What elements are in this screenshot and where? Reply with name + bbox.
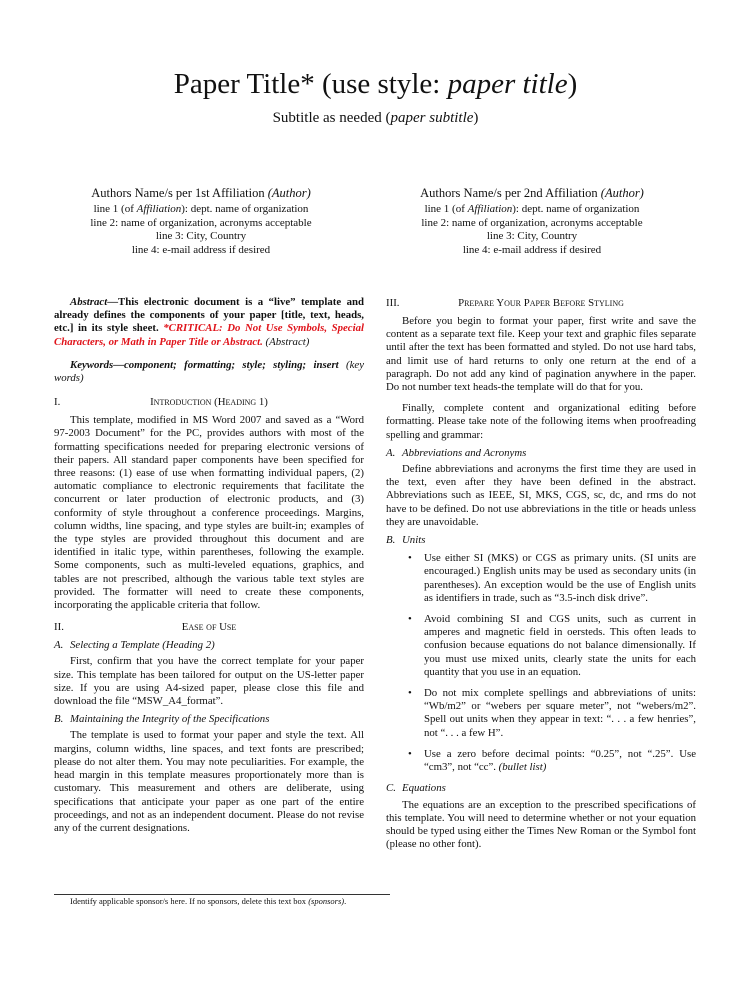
abstract: Abstract—This electronic document is a “live” template and already defines the components of your paper [title, text, heads, etc.] in its style sheet. *CRITICAL: Do Not Use Symbols, Special Characters, or Math in Paper Title or Abstract. (Abstract)	[54, 296, 364, 348]
subsection-heading-2b: B. Maintaining the Integrity of the Specifications	[54, 713, 270, 726]
equations-paragraph: The equations are an exception to the prescribed specifications of this template. You will need to determine whether or not your equation should be typed using either the Times New Roman or the Symbol font (please no other font).	[386, 798, 696, 851]
affiliation-line-1: line 1 (of Affiliation): dept. name of organization	[424, 203, 640, 215]
affiliation-line-4: line 4: e-mail address if desired	[131, 243, 271, 256]
list-item: • Do not mix complete spellings and abbreviations of units: “Wb/m2” or “webers per square meter”, not “webers/m2”. Spell out units when they appear in text: “. . . a few henries”, not “. . . a few H”.	[386, 687, 696, 740]
integrity-paragraph: The template is used to format your paper and style the text. All margins, column widths, line spaces, and text fonts are prescribed; please do not alter them. You may note peculiarities. For example, the head margin in this template measures proportionately more than is customary. This measurement and others are deliberate, using specifications that anticipate your paper as one part of the entire proceedings, and not as an independent document. Please do not revise any of the current designations.	[54, 729, 364, 834]
left-column	[54, 296, 364, 835]
subsection-heading-3a: A. Abbreviations and Acronyms	[386, 446, 527, 459]
intro-paragraph: This template, modified in MS Word 2007 and saved as a “Word 97-2003 Document” for the PC, provides authors with most of the formatting specifications needed for preparing electronic versions of their papers. All standard paper components have been specified for three reasons: (1) ease of use when formatting individual papers, (2) automatic compliance to electronic requirements that facilitate the concurrent or later production of electronic products, and (3) conformity of style throughout a conference proceedings. Margins, column widths, line spacing, and type styles are built-in; examples of the type styles are provided throughout this document and are identified in italic type, within parentheses, following the example. Some components, such as multi-leveled equations, graphics, and tables are not prescribed, although the various table text styles are provided. The formatter will need to create these components, incorporating the applicable criteria that follow.	[54, 414, 364, 612]
subsection-heading-2a: A. Selecting a Template (Heading 2)	[54, 639, 215, 652]
keywords: Keywords—component; formatting; style; styling; insert (key words)	[54, 358, 364, 385]
list-item: • Use a zero before decimal points: “0.25”, not “.25”. Use “cm3”, not “cc”. (bullet list)	[386, 748, 696, 774]
list-item: • Avoid combining SI and CGS units, such as current in amperes and magnetic field in oersteds. This often leads to confusion because equations do not balance dimensionally. If you must use mixed units, clearly state the units for each quantity that you use in an equation.	[386, 613, 696, 679]
abstract-critical-note: *CRITICAL: Do Not Use Symbols, Special Characters, or Math in Paper Title or Abstract.	[54, 322, 364, 348]
sponsor-footnote: Identify applicable sponsor/s here. If no sponsors, delete this text box (sponsors).	[70, 896, 347, 906]
paper-subtitle: Subtitle as needed (paper subtitle)	[272, 110, 479, 126]
subsection-heading-3b: B. Units	[386, 534, 426, 547]
affiliation-line-4: line 4: e-mail address if desired	[462, 243, 602, 256]
subsection-heading-3c: C. Equations	[386, 782, 446, 795]
abbreviations-paragraph: Define abbreviations and acronyms the first time they are used in the text, even after they have been defined in the abstract. Abbreviations such as IEEE, SI, MKS, CGS, sc, dc, and rms do not have to be defined. Do not use abbreviations in the title or heads unless they are unavoidable.	[386, 463, 696, 528]
affiliation-line-2: line 2: name of organization, acronyms acceptable	[421, 216, 643, 229]
units-bullet-list	[386, 552, 696, 774]
author-block-2	[382, 185, 682, 257]
affiliation-line-2: line 2: name of organization, acronyms acceptable	[90, 216, 312, 229]
section-heading-1: I. Introduction (Heading 1)	[54, 396, 268, 409]
template-paragraph: First, confirm that you have the correct template for your paper size. This template has been tailored for output on the US-letter paper size. If you are using A4-sized paper, please close this file and download the file “MSW_A4_format”.	[54, 655, 364, 708]
section-heading-2: II. Ease of Use	[54, 621, 237, 634]
author-name: Authors Name/s per 2nd Affiliation (Author)	[420, 186, 644, 200]
author-block-1	[51, 185, 351, 257]
affiliation-line-3: line 3: City, Country	[486, 230, 578, 242]
author-name: Authors Name/s per 1st Affiliation (Author)	[91, 186, 311, 200]
footnote-divider	[54, 894, 390, 895]
prepare-paragraph-2: Finally, complete content and organizational editing before formatting. Please take note of the following items when proofreading spelling and grammar:	[386, 402, 696, 441]
affiliation-line-3: line 3: City, Country	[155, 230, 247, 242]
list-item: • Use either SI (MKS) or CGS as primary units. (SI units are encouraged.) English units may be used as secondary units (in parentheses). An exception would be the use of English units as identifiers in trade, such as “3.5-inch disk drive”.	[386, 552, 696, 605]
affiliation-line-1: line 1 (of Affiliation): dept. name of organization	[93, 203, 309, 215]
prepare-paragraph-1: Before you begin to format your paper, first write and save the content as a separate text file. Keep your text and graphic files separate until after the text has been formatted and styled. Do not use hard tabs, and limit use of hard returns to only one return at the end of a paragraph. Do not add any kind of pagination anywhere in the paper. Do not number text heads-the template will do that for you.	[386, 315, 696, 394]
right-column	[386, 296, 696, 851]
section-heading-3: III. Prepare Your Paper Before Styling	[386, 297, 624, 309]
paper-title: Paper Title* (use style: paper title)	[173, 68, 578, 100]
